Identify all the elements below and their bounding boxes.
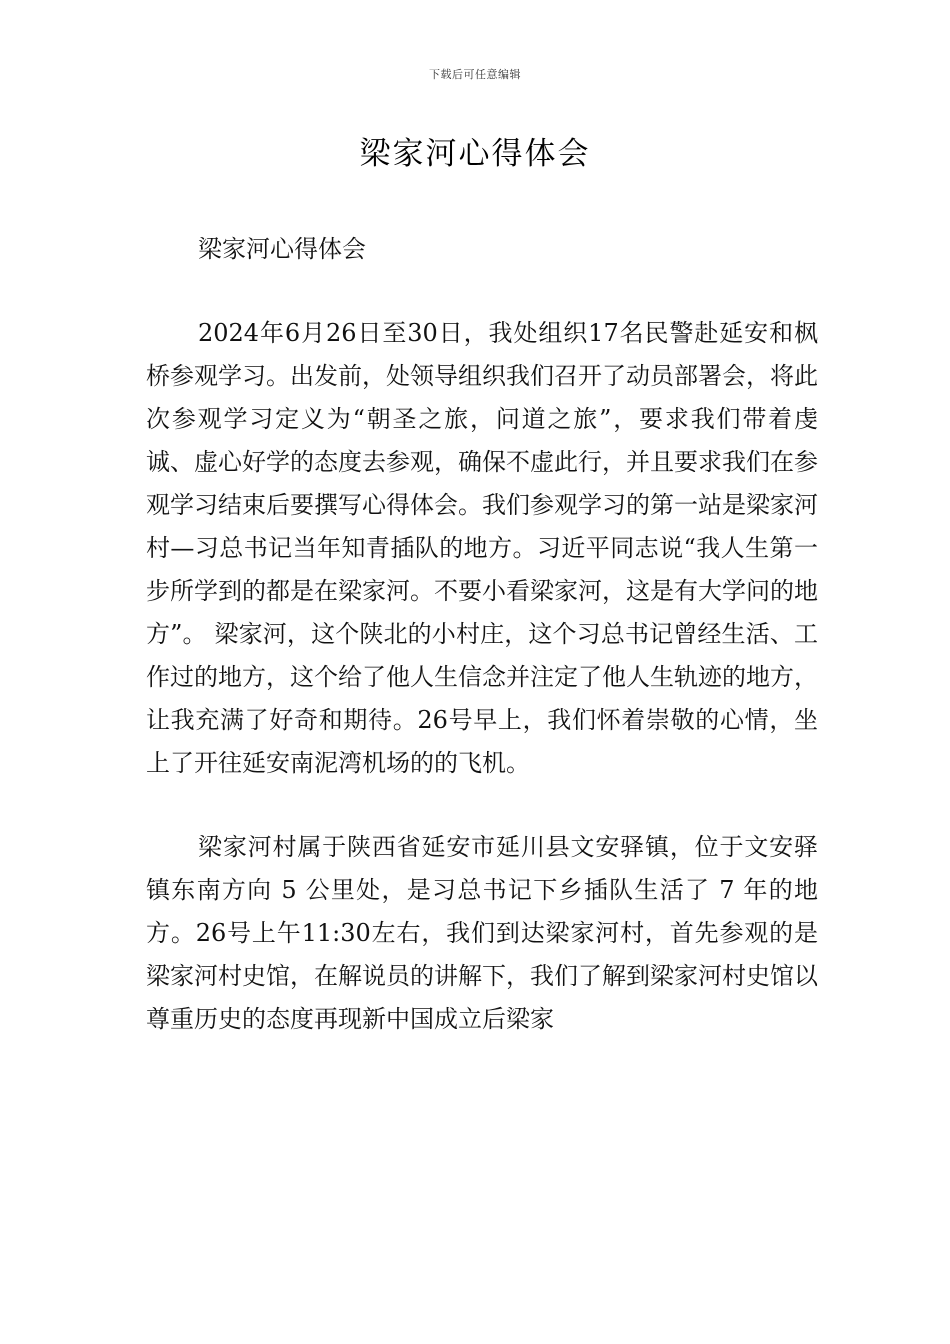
document-body [146, 228, 818, 1082]
body-paragraph-2: 梁家河村属于陕西省延安市延川县文安驿镇，位于文安驿镇东南方向 5 公里处，是习总书记下乡插队生活了 7 年的地方。26号上午11:30左右，我们到达梁家河村，首先参观的是梁家河村史馆，在解说员的讲解下，我们了解到梁家河村史馆以尊重历史的态度再现新中国成立后梁家 [146, 833, 818, 1033]
document-subtitle: 梁家河心得体会 [198, 235, 366, 263]
document-title: 梁家河心得体会 [359, 136, 591, 172]
body-paragraph-1: 2024年6月26日至30日，我处组织17名民警赴延安和枫桥参观学习。出发前，处领导组织我们召开了动员部署会，将此次参观学习定义为“朝圣之旅，问道之旅”，要求我们带着虔诚、虚心好学的态度去参观，确保不虚此行，并且要求我们在参观学习结束后要撰写心得体会。我们参观学习的第一站是梁家河村—习总书记当年知青插队的地方。习近平同志说“我人生第一步所学到的都是在梁家河。不要小看梁家河，这是有大学问的地方”。 梁家河，这个陕北的小村庄，这个习总书记曾经生活、工作过的地方，这个给了他人生信念并注定了他人生轨迹的地方，让我充满了好奇和期待。26号早上，我们怀着崇敬的心情，坐上了开往延安南泥湾机场的的飞机。 [146, 319, 818, 777]
header-note: 下载后可任意编辑 [429, 68, 521, 81]
